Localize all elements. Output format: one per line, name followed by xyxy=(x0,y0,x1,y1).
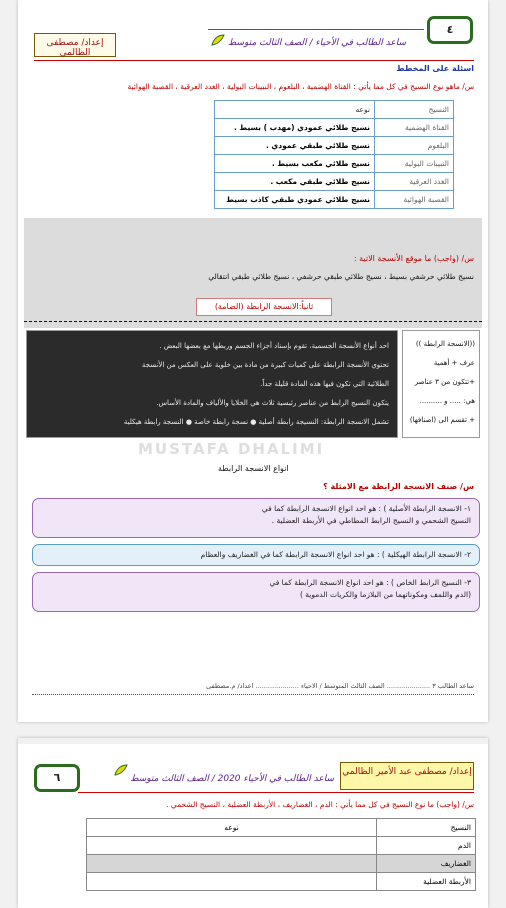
connective-line: تحتوي الأنسجة الرابطة على كميات كبيرة من مادة بين خلوية على العكس من الأنسجة xyxy=(141,361,389,369)
question-2-text: نسيج طلائي حرشفي بسيط ، نسيج طلائي طبقي حرشفي ، نسيج طلائي طبقي انتقالي xyxy=(208,272,474,281)
tissue-name-cell: القصبة الهوائية xyxy=(375,191,454,209)
table-row xyxy=(215,137,454,155)
table-header-cell: النسيج xyxy=(375,101,454,119)
tissue-type-cell: نسيج طلائي عمودي (مهدب ) بسيط . xyxy=(215,119,375,137)
table-row xyxy=(87,837,476,855)
connective-line: احد أنواع الأنسجة الجسمية، تقوم بإسناد أجزاء الجسم وربطها مع بعضها البعض . xyxy=(159,342,389,350)
type-box-2 xyxy=(32,544,480,566)
tissue-name-cell: القناة الهضمية xyxy=(375,119,454,137)
side-line: هي: ..... و .......... xyxy=(419,397,475,405)
table-row xyxy=(87,873,476,891)
table-row xyxy=(215,173,454,191)
side-line: عرف + أهمية xyxy=(433,359,475,367)
page-divider xyxy=(18,738,488,744)
section-2-title: ثانياً:الانسجة الرابطة (الضامة) xyxy=(196,298,332,316)
page-number: ٦ xyxy=(34,764,80,792)
homework-table xyxy=(86,818,476,891)
author-box: إعداد/ مصطفى عبد الأمير الظالمي xyxy=(340,762,474,790)
table-row xyxy=(215,191,454,209)
type-box-3 xyxy=(32,572,480,612)
leaf-logo-icon xyxy=(114,764,128,776)
type-box-1 xyxy=(32,498,480,538)
header-underline xyxy=(78,792,474,793)
dashed-divider xyxy=(24,321,482,322)
connective-line: يتكون النسيج الرابط من عناصر رئيسية ثلاث هي الخلايا والألياف والمادة الأساس. xyxy=(156,399,389,407)
tissue-name-cell: الغدد العرقية xyxy=(375,173,454,191)
table-row xyxy=(215,119,454,137)
question-1: س/ (واجب) ما نوع النسيج في كل مما يأتي : الدم ، الغضاريف ، الأربطة العضلية ، النسيج الشحمي . xyxy=(166,800,474,809)
table-row xyxy=(215,155,454,173)
type-box-line: ٢- الانسجة الرابطة الهيكلية ) : هو احد انواع الانسجة الرابطة كما في الغضاريف والعظام xyxy=(200,550,471,559)
side-line: + تقسم الى (اصنافها) xyxy=(409,416,475,424)
tissue-name-cell: الغضاريف xyxy=(377,855,476,873)
table-row xyxy=(87,855,476,873)
header-title: ساعد الطالب في الأحياء 2020 / الصف الثالث متوسط xyxy=(130,774,334,784)
connective-line: تشمل الانسجة الرابطة: النسيجة رابطة أصلية ● نسجة رابطة خاصة ● النسجة رابطة هيكلية xyxy=(123,418,389,426)
answer-cell xyxy=(87,873,377,891)
table-header-row xyxy=(87,819,476,837)
tissue-type-cell: نسيج طلائي عمودي طبقي كاذب بسيط xyxy=(215,191,375,209)
table-header-row xyxy=(215,101,454,119)
tissue-name-cell: الدم xyxy=(377,837,476,855)
tissue-table xyxy=(214,100,454,209)
page-number: ٤ xyxy=(427,16,473,44)
header-rule xyxy=(208,29,424,30)
table-header-cell: النسيج xyxy=(377,819,476,837)
header-underline xyxy=(34,60,474,61)
author-box: إعداد/ مصطفى الظالمي xyxy=(34,33,116,57)
footer-rule xyxy=(32,694,474,695)
section-title: اسئلة على المخطط xyxy=(396,64,474,73)
answer-cell xyxy=(87,837,377,855)
type-box-line: ١- الانسجة الرابطة الأصلية ) : هو احد انواع الانسجة الرابطة كما في xyxy=(261,504,471,513)
tissue-name-cell: الأربطة العضلية xyxy=(377,873,476,891)
document-page-1 xyxy=(18,0,488,722)
type-box-line: ٣- النسيج الرابط الخاص ) : هو احد انواع الانسجة الرابطة كما في xyxy=(269,578,471,587)
side-line: ((الانسجة الرابطة )) xyxy=(415,340,475,348)
tissue-type-cell: نسيج طلائي طبقي عمودي . xyxy=(215,137,375,155)
tissue-type-cell: نسيج طلائي طبقي مكعب . xyxy=(215,173,375,191)
connective-side-panel xyxy=(402,330,480,438)
question-1: س/ ماهو نوع النسيج في كل مما يأتي : القناة الهضمية ، البلعوم ، النبيبات البولية ، الغدد العرقية ، القصبة الهوائية xyxy=(127,82,474,91)
types-label: انواع الانسجة الرابطة xyxy=(218,464,289,473)
leaf-logo-icon xyxy=(211,34,225,46)
tissue-name-cell: البلعوم xyxy=(375,137,454,155)
watermark: MUSTAFA DHALIMI xyxy=(138,440,325,458)
connective-line: الطلائية التي تكون فيها هذه المادة قليلة جداً. xyxy=(260,380,389,388)
page-footer: ساعد الطالب ٣ ..................... الصف الثالث المتوسط / الاحياء ..................... اعداد/ م.مصطفى xyxy=(206,682,474,690)
answer-cell xyxy=(87,855,377,873)
tissue-name-cell: النبيبات البولية xyxy=(375,155,454,173)
tissue-type-cell: نسيج طلائي مكعب بسيط . xyxy=(215,155,375,173)
header-title: ساعد الطالب في الأحياء / الصف الثالث متوسط xyxy=(228,38,406,48)
question-2: س/ (واجب) ما موقع الأنسجة الاتية : xyxy=(353,254,474,263)
side-line: +تتكون من ٣ عناصر xyxy=(414,378,475,386)
type-box-line: النسيج الشحمي و النسيج الرابط المطاطي في الأربطة العضلية . xyxy=(271,516,471,525)
type-box-line: (الدم واللمف ومكوناتهما من البلازما والكريات الدموية ) xyxy=(299,590,471,599)
table-header-cell: نوعه xyxy=(87,819,377,837)
question-3: س/ صنف الانسجة الرابطة مع الامثلة ؟ xyxy=(323,482,474,491)
connective-main-panel xyxy=(26,330,398,438)
document-page-2 xyxy=(18,738,488,908)
table-header-cell: نوعه xyxy=(215,101,375,119)
